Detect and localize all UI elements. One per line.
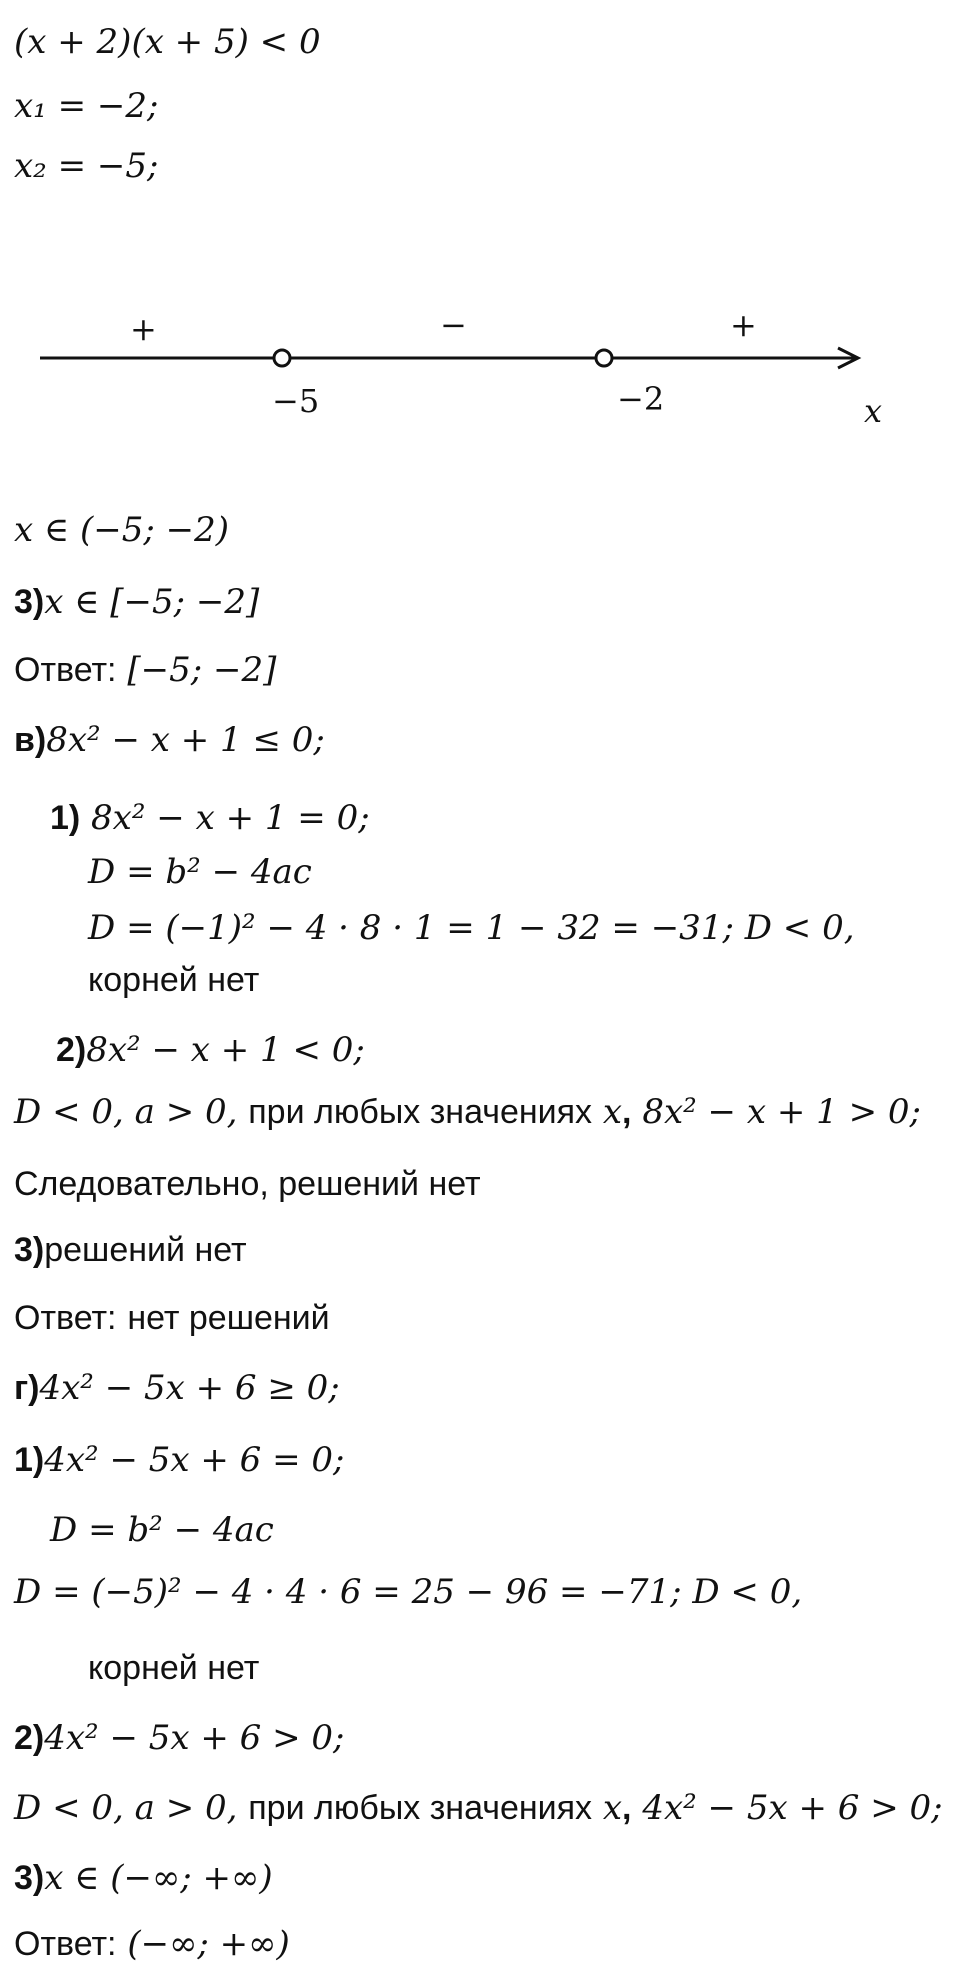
point-label-minus2: −2 xyxy=(617,380,665,418)
answer-value: [−5; −2] xyxy=(127,650,277,690)
part-v-marker: в) xyxy=(14,721,47,759)
step2-marker: 2) xyxy=(14,1719,45,1757)
sign-middle: − xyxy=(440,306,467,344)
cond-math: D < 0, a > 0, xyxy=(14,1092,238,1132)
cond-result: 4x² − 5x + 6 > 0; xyxy=(642,1788,943,1828)
answer-label: Ответ: xyxy=(14,1925,117,1963)
part-v-disc-formula: D = b² − 4ac xyxy=(88,852,312,892)
cond-var: x xyxy=(602,1788,623,1828)
open-point-minus5 xyxy=(274,350,290,366)
answer-value: нет решений xyxy=(127,1299,330,1337)
part-g-disc-formula: D = b² − 4ac xyxy=(50,1510,274,1550)
part-v-step1 xyxy=(50,796,370,840)
part-v-answer xyxy=(14,1296,330,1340)
part-g-inequality xyxy=(14,1366,340,1410)
part-g-step2 xyxy=(14,1716,345,1760)
part-v-condition xyxy=(14,1090,921,1134)
open-point-minus2 xyxy=(596,350,612,366)
sign-right: + xyxy=(730,306,757,344)
factored-inequality: (x + 2)(x + 5) < 0 xyxy=(14,22,321,62)
cond-math: D < 0, a > 0, xyxy=(14,1788,238,1828)
part-g-answer xyxy=(14,1922,290,1966)
step3-b xyxy=(14,580,259,624)
step3-marker: 3) xyxy=(14,1859,45,1897)
cond-comma: , xyxy=(622,1789,632,1827)
step1-marker: 1) xyxy=(50,799,81,837)
step3-text: решений нет xyxy=(44,1231,247,1269)
cond-text: при любых значениях xyxy=(248,1093,593,1131)
part-v-conclusion: Следовательно, решений нет xyxy=(14,1165,481,1203)
step1-marker: 1) xyxy=(14,1441,45,1479)
answer-b xyxy=(14,648,276,692)
answer-label: Ответ: xyxy=(14,651,117,689)
axis-label-x: x xyxy=(864,392,883,430)
part-g-condition xyxy=(14,1786,943,1830)
root-x2: x₂ = −5; xyxy=(14,146,159,186)
part-v-disc-calc: D = (−1)² − 4 · 8 · 1 = 1 − 32 = −31; D < 0, xyxy=(88,908,855,948)
part-v-step3 xyxy=(14,1228,247,1272)
step2-marker: 2) xyxy=(56,1031,87,1069)
cond-var: x xyxy=(602,1092,623,1132)
sign-left: + xyxy=(130,310,157,348)
part-v-step2 xyxy=(56,1028,365,1072)
part-v-expr: 8x² − x + 1 ≤ 0; xyxy=(46,720,325,760)
interval-result: x ∈ (−5; −2) xyxy=(14,510,229,550)
cond-result: 8x² − x + 1 > 0; xyxy=(642,1092,921,1132)
part-g-step3 xyxy=(14,1856,273,1900)
number-line xyxy=(0,290,900,440)
root-x1: x₁ = −2; xyxy=(14,86,159,126)
step3-marker: 3) xyxy=(14,583,45,621)
step2-expr: 4x² − 5x + 6 > 0; xyxy=(44,1718,345,1758)
step3-expr: x ∈ [−5; −2] xyxy=(44,582,260,622)
cond-comma: , xyxy=(622,1093,632,1131)
step3-marker: 3) xyxy=(14,1231,45,1269)
part-g-no-roots: корней нет xyxy=(88,1649,260,1687)
part-g-disc-calc: D = (−5)² − 4 · 4 · 6 = 25 − 96 = −71; D < 0, xyxy=(14,1572,803,1612)
part-v-inequality xyxy=(14,718,325,762)
step2-expr: 8x² − x + 1 < 0; xyxy=(86,1030,365,1070)
part-g-marker: г) xyxy=(14,1369,40,1407)
step3-expr: x ∈ (−∞; +∞) xyxy=(44,1858,273,1898)
answer-label: Ответ: xyxy=(14,1299,117,1337)
answer-value: (−∞; +∞) xyxy=(127,1924,290,1964)
part-v-no-roots: корней нет xyxy=(88,961,260,999)
step1-expr: 4x² − 5x + 6 = 0; xyxy=(44,1440,345,1480)
point-label-minus5: −5 xyxy=(272,382,320,420)
part-g-step1 xyxy=(14,1438,345,1482)
cond-text: при любых значениях xyxy=(248,1789,593,1827)
step1-expr: 8x² − x + 1 = 0; xyxy=(91,798,370,838)
part-g-expr: 4x² − 5x + 6 ≥ 0; xyxy=(39,1368,340,1408)
